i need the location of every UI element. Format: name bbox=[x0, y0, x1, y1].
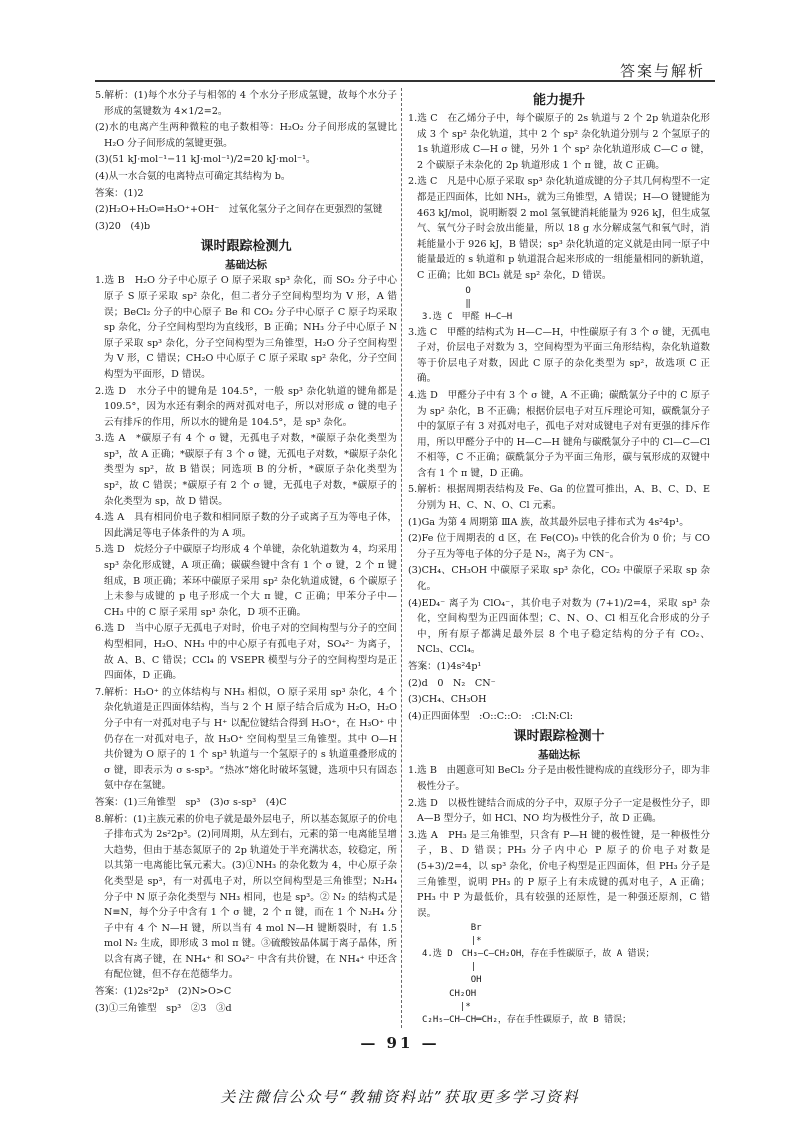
answer-item: 5.解析：(1)每个水分子与相邻的 4 个水分子形成氢键，故每个水分子形成的氢键数为 4×1/2=2。 bbox=[95, 90, 397, 117]
answer-item: 答案：(1)2 bbox=[95, 187, 144, 199]
answer-item: (4)从一水合氨的电离特点可确定其结构为 b。 bbox=[95, 170, 291, 182]
answer-item: 1.选 B H₂O 分子中心原子 O 原子采取 sp³ 杂化，而 SO₂ 分子中心原子 S 原子采取 sp² 杂化，但二者分子空间构型均为 V 形，A 错误；BeCl₂ 分子的中心原子 Be 和 CO₂ 分子中心原子 C 原子均采取 sp 杂化，分子空间构型均为直线形，B 正确；NH₃ 分子中心原子 N 原子采取 sp³ 杂化，分子空间构型为三角锥型，H₂O 分子空间构型为 V 形，C 错误；CH₂O 中心原子 C 原子采取 sp² 杂化，分子空间构型为平面形，D 错误。 bbox=[95, 275, 397, 380]
footer-note: 关注微信公众号“教辅资料站”获取更多学习资料 bbox=[220, 1088, 580, 1106]
answer-item: 6.选 D 当中心原子无孤电子对时，价电子对的空间构型与分子的空间构型相同，H₂O、NH₃ 中的中心原子有孤电子对，SO₄²⁻ 为离子，故 A、B、C 错误；CCl₄ 的 VSEPR 模型与分子的空间构型均是正四面体，D 正确。 bbox=[95, 623, 397, 682]
answer-item: 4.选 D 甲醛分子中有 3 个 σ 键，A 不正确；碳酰氯分子中的 C 原子为 sp² 杂化，B 不正确；根据价层电子对互斥理论可知，碳酰氯分子中的氯原子有 3 对孤对电子，孤电子对对成键电子对有更强的排斥作用，所以甲醛分子中的 H—C—H 键角与碳酰氯分子中的 Cl—C—Cl 不相等，C 不正确；碳酰氯分子为平面三角形，碳与氧形成的双键中含有 1 个 π 键，D 正确。 bbox=[408, 389, 710, 479]
answer-item: (2)Fe 位于周期表的 d 区，在 Fe(CO)₅ 中铁的化合价为 0 价；与 CO 分子互为等电子体的分子是 N₂，离子为 CN⁻。 bbox=[408, 533, 710, 560]
answer-item: 7.解析：H₃O⁺ 的立体结构与 NH₃ 相似，O 原子采用 sp³ 杂化，4 个杂化轨道是正四面体结构，当与 2 个 H 原子结合后成为 H₂O，H₂O 分子中有一对孤对电子与 H⁺ 以配位键结合得到 H₃O⁺，在 H₃O⁺ 中仍存在一对孤对电子，故 H₃O⁺ 空间构型呈三角锥型。其中 O—H 共价键为 O 原子的 1 个 sp³ 轨道与一个氢原子的 s 轨道重叠形成的 σ 键，即表示为 σ s-sp³。“热冰”熔化时破坏氢键，选项中只有固态氨中存在氢键。 bbox=[95, 686, 397, 792]
answer-item: 8.解析：(1)主族元素的价电子就是最外层电子，所以基态氮原子的价电子排布式为 2s²2p³。(2)同周期，从左到右，元素的第一电离能呈增大趋势，但由于基态氮原子的 2p 轨道处于半充满状态，较稳定，所以其第一电离能比氧元素大。(3)①NH₃ 的杂化数为 4，中心原子杂化类型是 sp³，有一对孤电子对，所以空间构型是三角锥型；N₂H₄ 分子中 N 原子杂化类型与 NH₃ 相同，也是 sp³。② N₂ 的结构式是 N≡N，每个分子中含有 1 个 σ 键，2 个 π 键，而在 1 个 N₂H₄ 分子中有 4 个 N—H 键，所以当有 4 mol N—H 键断裂时，有 1.5 mol N₂ 生成，即形成 3 mol π 键。③硫酸铵晶体属于离子晶体，所以含有离子键，在 NH₄⁺ 和 SO₄²⁻ 中含有共价键，在 NH₄⁺ 中还含有配位键，但不存在范德华力。 bbox=[95, 813, 397, 981]
page-number: — 91 — bbox=[360, 1034, 440, 1052]
structural-formula: O ‖ 3.选 C 甲醛 H—C—H bbox=[422, 285, 513, 322]
answer-item: 4.选 A 具有相同价电子数和相同原子数的分子或离子互为等电子体，因此满足等电子体条件的为 A 项。 bbox=[95, 512, 397, 539]
column-divider bbox=[401, 88, 402, 1028]
answer-item: (2)d 0 N₂ CN⁻ bbox=[408, 677, 496, 689]
answer-item: 答案：(1)4s²4p¹ bbox=[408, 661, 482, 672]
answer-item: 3.选 A *碳原子有 4 个 σ 键，无孤电子对数，*碳原子杂化类型为 sp³，故 A 正确；*碳原子有 3 个 σ 键，无孤电子对数，*碳原子杂化类型为 sp²，故 B 错误；同选项 B 的分析，*碳原子杂化类型为 sp²，故 C 错误；*碳原子有 2 个 σ 键，无孤电子对数，*碳原子的杂化类型为 sp，故 D 错误。 bbox=[95, 433, 397, 507]
header-title: 答案与解析 bbox=[619, 62, 705, 80]
sub-title: 基础达标 bbox=[538, 749, 580, 762]
answer-item: (3)CH₄、CH₃OH bbox=[408, 694, 487, 706]
answer-item: 答案：(1)2s²2p³ (2)N>O>C bbox=[95, 986, 232, 998]
answer-item: 2.选 D 以极性键结合而成的分子中，双原子分子一定是极性分子，即 A—B 型分子，如 HCl、NO 均为极性分子，故 D 正确。 bbox=[408, 797, 710, 825]
answer-item: (3)CH₄、CH₃OH 中碳原子采取 sp³ 杂化，CO₂ 中碳原子采取 sp 杂化。 bbox=[408, 565, 710, 593]
structural-formula: Br |* 4.选 D CH₃—C—CH₂OH，存在手性碳原子，故 A 错误； | OH bbox=[422, 923, 655, 986]
answer-item: (2)H₂O+H₂O⇌H₃O⁺+OH⁻ 过氧化氢分子之间存在更强烈的氢键 bbox=[95, 204, 383, 216]
page-header bbox=[0, 0, 800, 82]
answer-item: 5.解析：根据周期表结构及 Fe、Ga 的位置可推出，A、B、C、D、E 分别为 H、C、N、O、Cl 元素。 bbox=[408, 484, 710, 512]
answer-item: (3)①三角锥型 sp³ ②3 ③d bbox=[95, 1002, 232, 1014]
left-column bbox=[95, 88, 397, 1028]
answer-item: 1.选 C 在乙烯分子中，每个碳原子的 2s 轨道与 2 个 2p 轨道杂化形成 3 个 sp² 杂化轨道，其中 2 个 sp² 杂化轨道分别与 2 个氢原子的 1s 轨道形成 C—H σ 键，另外 1 个 sp² 杂化轨道形成 C—C σ 键，2 个碳原子未杂化的 2p 轨道形成 1 个 π 键，故 C 正确。 bbox=[408, 113, 710, 171]
content-columns bbox=[95, 88, 710, 1028]
answer-item: 答案：(1)三角锥型 sp³ (3)σ s-sp³ (4)C bbox=[95, 796, 287, 808]
answer-item: 3.选 C 甲醛的结构式为 H—C—H，中性碳原子有 3 个 σ 键，无孤电子对，价层电子对数为 3，空间构型为平面三角形结构，杂化轨道数等于价层电子对数，因此 C 原子的杂化类型为 sp²，故选项 C 正确。 bbox=[408, 326, 710, 385]
answer-item: (4)正四面体型 :O::C::O: :Cl:N:Cl: bbox=[408, 710, 574, 722]
header-rule bbox=[95, 80, 715, 82]
answer-item: (1)Ga 为第 4 周期第 ⅢA 族，故其最外层电子排布式为 4s²4p¹。 bbox=[408, 516, 689, 528]
answer-item: 3.选 A PH₃ 是三角锥型，只含有 P—H 键的极性键，是一种极性分子，B、D 错误；PH₃ 分子内中心 P 原子的价电子对数是 (5+3)/2=4，以 sp³ 杂化，价电子构型是正四面体，但 PH₃ 分子是三角锥型，说明 PH₃ 的 P 原子上有未成键的孤对电子，A 正确；PH₃ 中 P 为最低价，具有较强的还原性，是一种强还原剂，C 错误。 bbox=[408, 829, 710, 919]
answer-item: (3)(51 kJ·mol⁻¹−11 kJ·mol⁻¹)/2=20 kJ·mol⁻¹。 bbox=[95, 154, 316, 166]
answer-item: 2.选 D 水分子中的键角是 104.5°，一般 sp³ 杂化轨道的键角都是 109.5°，因为水还有剩余的两对孤对电子，所以对形成 σ 键的电子云有排斥的作用，所以水的键角是 104.5°，是 sp³ 杂化。 bbox=[95, 385, 397, 428]
structural-formula: CH₂OH |* C₂H₅—CH—CH═CH₂，存在手性碳原子，故 B 错误； bbox=[422, 989, 632, 1026]
sub-title: 基础达标 bbox=[225, 259, 267, 272]
answer-item: (3)20 (4)b bbox=[95, 220, 151, 232]
answer-item: 2.选 C 凡是中心原子采取 sp³ 杂化轨道成键的分子其几何构型不一定都是正四面体，比如 NH₃，就为三角锥型，A 错误；H—O 键键能为 463 kJ/mol，说明断裂 2 mol 氢氧键消耗能量为 926 kJ，但生成氢气、氧气分子时会放出能量，所以 18 g 水分解成氢气和氧气时，消耗能量小于 926 kJ，B 错误；sp³ 杂化轨道的定义就是由同一原子中能量最近的 s 轨道和 p 轨道混合起来形成的一组能量相同的新轨道，C 正确；比如 BCl₃ 就是 sp² 杂化，D 错误。 bbox=[408, 176, 710, 281]
answer-item: (4)ED₄⁻ 离子为 ClO₄⁻，其价电子对数为 (7+1)/2=4，采取 sp³ 杂化，空间构型为正四面体型；C、N、O、Cl 相互化合形成的分子中，所有原子都满足最外层 8 个电子稳定结构的分子有 CO₂、NCl₃、CCl₄。 bbox=[408, 597, 710, 656]
answer-item: 5.选 D 烷烃分子中碳原子均形成 4 个单键，杂化轨道数为 4，均采用 sp³ 杂化形成键，A 项正确；碳碳叁键中含有 1 个 σ 键，2 个 π 键组成，B 项正确；苯环中碳原子采用 sp² 杂化轨道成键，6 个碳原子上未参与成键的 p 电子形成一个大 π 键，C 正确；甲苯分子中—CH₃ 中的 C 原子采用 sp³ 杂化，D 项不正确。 bbox=[95, 544, 397, 618]
section-title: 能力提升 bbox=[532, 93, 585, 108]
answer-item: 1.选 B 由题意可知 BeCl₂ 分子是由极性键构成的直线形分子，即为非极性分子。 bbox=[408, 765, 710, 792]
answer-item: (2)水的电离产生两种微粒的电子数相等：H₂O₂ 分子间形成的氢键比 H₂O 分子间形成的氢键更强。 bbox=[95, 122, 397, 149]
section-title: 课时跟踪检测九 bbox=[200, 239, 292, 255]
section-title: 课时跟踪检测十 bbox=[513, 729, 605, 745]
right-column bbox=[408, 88, 710, 1028]
